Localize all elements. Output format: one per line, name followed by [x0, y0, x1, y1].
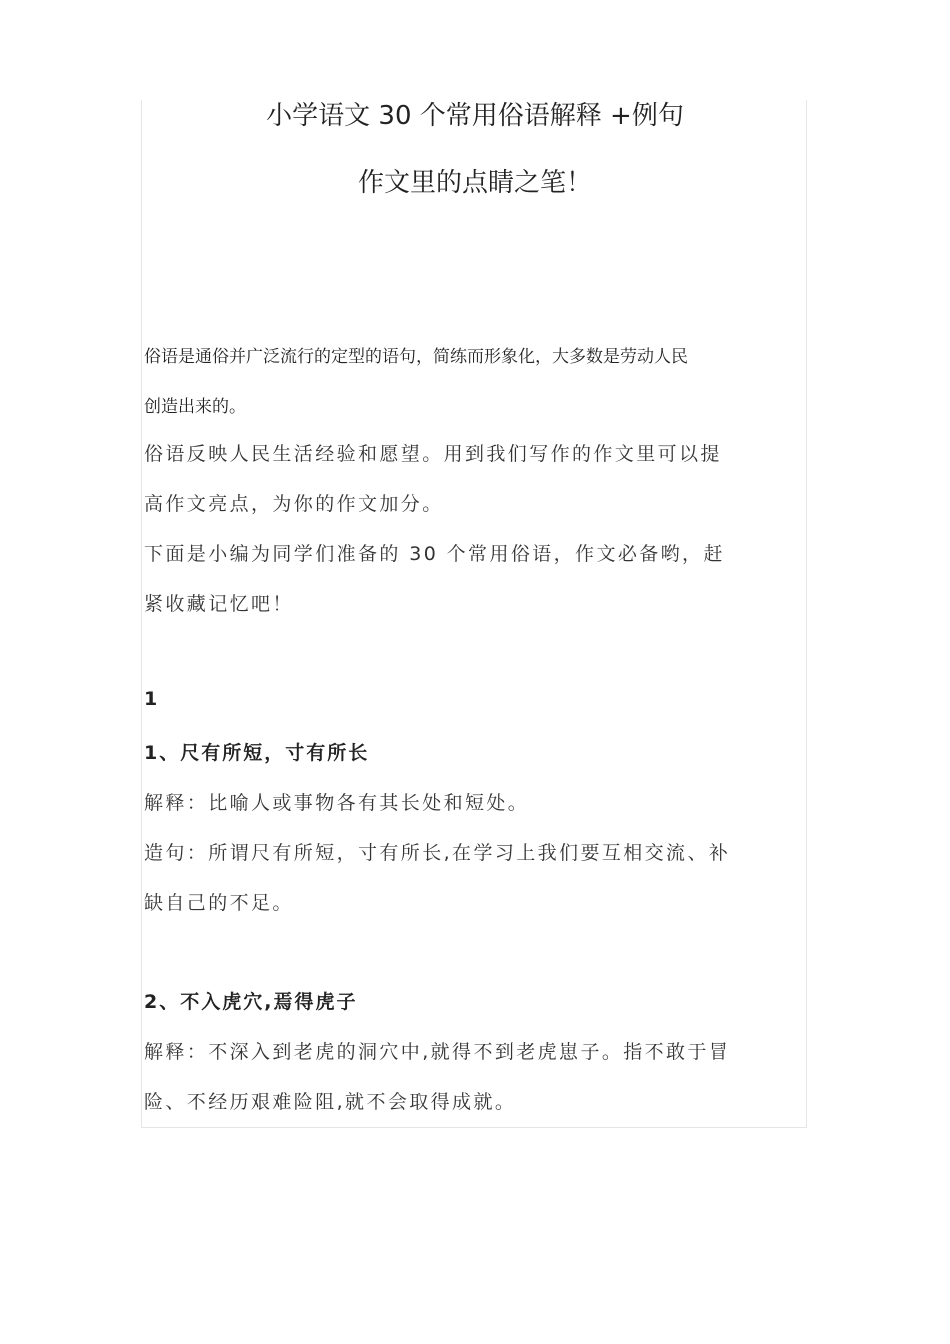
intro-line-5: 下面是小编为同学们准备的 30 个常用俗语，作文必备哟，赶 [144, 543, 725, 565]
section-number: 1 [144, 688, 160, 710]
item-1-example-line-1: 造句：所谓尺有所短，寸有所长,在学习上我们要互相交流、补 [144, 842, 731, 864]
intro-line-3: 俗语反映人民生活经验和愿望。用到我们写作的作文里可以提 [144, 443, 722, 465]
document-title: 小学语文 30 个常用俗语解释 +例句 [266, 101, 684, 131]
item-1-explanation: 解释：比喻人或事物各有其长处和短处。 [144, 792, 530, 814]
intro-line-4: 高作文亮点，为你的作文加分。 [144, 493, 444, 515]
intro-line-2: 创造出来的。 [144, 397, 246, 417]
item-2-heading: 2、不入虎穴,焉得虎子 [144, 991, 358, 1013]
item-1-example-line-2: 缺自己的不足。 [144, 892, 294, 914]
item-2-explanation-line-2: 险、不经历艰难险阻,就不会取得成就。 [144, 1091, 517, 1113]
intro-line-6: 紧收藏记忆吧！ [144, 593, 294, 615]
item-1-heading: 1、尺有所短，寸有所长 [144, 742, 370, 764]
intro-line-1: 俗语是通俗并广泛流行的定型的语句，简练而形象化，大多数是劳动人民 [144, 347, 688, 367]
document-subtitle: 作文里的点睛之笔！ [357, 168, 592, 198]
item-2-explanation-line-1: 解释：不深入到老虎的洞穴中,就得不到老虎崽子。指不敢于冒 [144, 1041, 731, 1063]
